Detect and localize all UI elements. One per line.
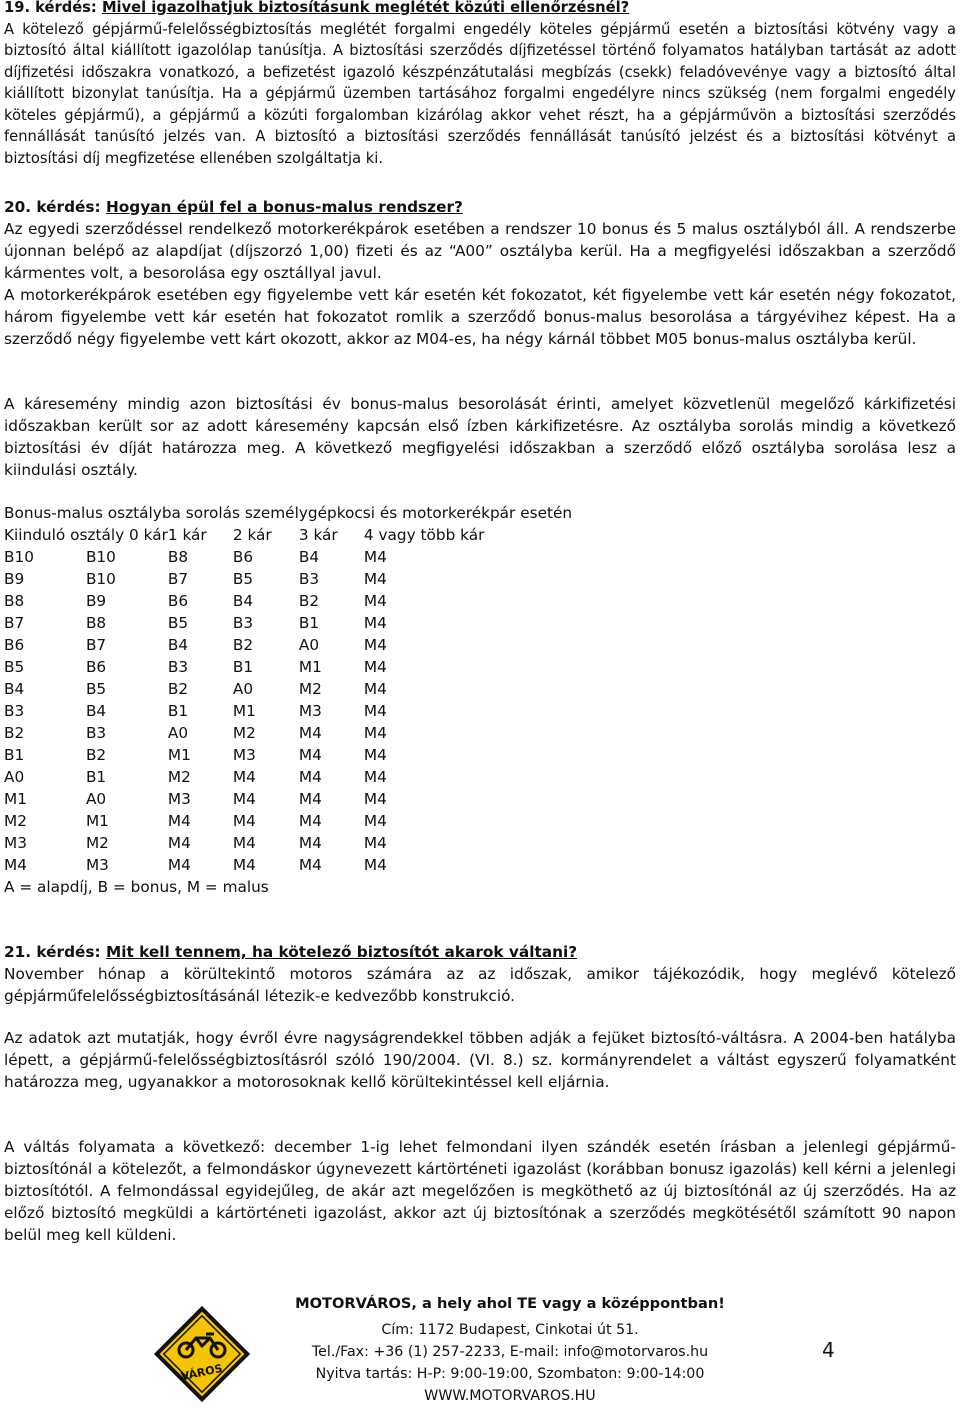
table-legend: A = alapdíj, B = bonus, M = malus — [4, 878, 269, 896]
question-21-heading — [4, 943, 577, 961]
table-cell: M4 — [232, 856, 256, 874]
table-cell: A0 — [232, 680, 254, 698]
table-cell: B7 — [85, 636, 107, 654]
table-cell: M4 — [363, 570, 387, 588]
table-cell: M4 — [4, 856, 27, 874]
table-cell: B2 — [85, 746, 107, 764]
table-cell: M4 — [363, 548, 387, 566]
table-row — [4, 678, 484, 700]
footer-website-link[interactable]: WWW.MOTORVAROS.HU — [424, 1388, 596, 1404]
question-21-title: Mit kell tennem, ha kötelező biztosítót akarok váltani? — [105, 943, 578, 961]
table-cell: B8 — [167, 548, 189, 566]
table-cell: M3 — [85, 856, 109, 874]
table-cell: B6 — [232, 548, 254, 566]
table-cell: M4 — [232, 768, 256, 786]
table-cell: M4 — [363, 790, 387, 808]
table-cell: B4 — [298, 548, 320, 566]
table-cell: B3 — [232, 614, 254, 632]
table-cell: B2 — [4, 724, 25, 742]
question-20-title: Hogyan épül fel a bonus-malus rendszer? — [105, 198, 463, 216]
table-cell: M4 — [363, 812, 387, 830]
table-header-cell — [4, 524, 168, 546]
table-row — [4, 568, 484, 590]
table-cell: B8 — [85, 614, 107, 632]
table-row — [4, 744, 484, 766]
table-cell: B7 — [4, 614, 25, 632]
table-cell: M4 — [298, 856, 322, 874]
table-cell: B4 — [4, 680, 25, 698]
table-cell: B3 — [85, 724, 107, 742]
table-cell: B2 — [298, 592, 320, 610]
table-header-cell: 4 vagy több kár — [363, 526, 485, 544]
table-cell: M4 — [363, 856, 387, 874]
table-header-cell: 3 kár — [298, 526, 338, 544]
table-cell: B2 — [232, 636, 254, 654]
table-row — [4, 656, 484, 678]
table-cell: B6 — [4, 636, 25, 654]
table-cell: M4 — [363, 636, 387, 654]
table-cell: M3 — [167, 790, 191, 808]
table-cell: B3 — [4, 702, 25, 720]
table-row — [4, 612, 484, 634]
table-header-cell: 2 kár — [232, 526, 272, 544]
question-19-answer: A kötelező gépjármű-felelősségbiztosítás meglétét forgalmi engedély köteles gépjármű esetén a biztosítási kötvény vagy a biztosító által kiállított igazolólap tanúsítja. A biztosítási szerződés díjfizetéssel történő folyamatos hatályban tartását az adott díjfizetési időszakra vonatkozó, a befizetést igazoló készpénzátutalási megbízás (csekk) feladóvevénye vagy a biztosító által kiállított bizonylat tanúsítja. Ha a gépjármű üzemben tartásához forgalmi engedélyre nincs szükség (nem forgalmi engedély köteles gépjármű), a gépjármű a közúti forgalomban kizárólag akkor vehet részt, ha a gépjárművön a biztosítási szerződés fennállását tanúsító jelzés van. A biztosító a biztosítási szerződés fennállását tanúsító jelzést és a biztosítási kötvényt a biztosítási díj megfizetése ellenében szolgáltatja ki. — [4, 20, 956, 167]
table-row — [4, 854, 484, 876]
table-cell: B9 — [4, 570, 25, 588]
table-cell: M2 — [167, 768, 191, 786]
table-cell: B1 — [167, 702, 189, 720]
table-cell: B5 — [232, 570, 254, 588]
logo-text: VÁROS — [179, 1361, 224, 1384]
table-cell: M4 — [363, 680, 387, 698]
table-row — [4, 810, 484, 832]
table-row — [4, 832, 484, 854]
question-20-paragraph-3: A káresemény mindig azon biztosítási év bonus-malus besorolását érinti, amelyet közvetlenül megelőző kárkifizetési időszakban került sor az adott káresemény kapcsán első ízben kárkifizetésre. Az osztályba sorolás mindig a következő biztosítási év díját határozza meg. A következő megfigyelési időszakban a szerződő előző osztályba sorolása lesz a kiindulási osztály. — [4, 395, 956, 479]
table-cell: M4 — [363, 614, 387, 632]
question-19-heading — [4, 0, 629, 16]
footer-slogan: MOTORVÁROS, a hely ahol TE vagy a középpontban! — [295, 1295, 725, 1312]
table-cell: M1 — [4, 790, 27, 808]
table-cell: M2 — [85, 834, 109, 852]
table-cell: M1 — [167, 746, 191, 764]
table-cell: B6 — [85, 658, 107, 676]
footer-opening-hours: Nyitva tartás: H-P: 9:00-19:00, Szombaton: 9:00-14:00 — [315, 1366, 705, 1382]
bonus-malus-table — [4, 524, 484, 898]
table-cell: M4 — [298, 746, 322, 764]
table-cell: A0 — [298, 636, 320, 654]
question-19 — [4, 0, 956, 169]
table-cell: B1 — [85, 768, 107, 786]
table-cell: M4 — [167, 834, 191, 852]
table-caption: Bonus-malus osztályba sorolás személygépkocsi és motorkerékpár esetén — [4, 504, 573, 522]
table-cell: M4 — [232, 812, 256, 830]
table-row — [4, 700, 484, 722]
table-cell: B3 — [298, 570, 320, 588]
table-row — [4, 546, 484, 568]
table-header-zero-claims: 0 kár — [129, 526, 168, 544]
question-20-paragraph-2: A motorkerékpárok esetében egy figyelembe vett kár esetén két fokozatot, két figyelembe vett kár esetén négy fokozatot, három figyelembe vett kár esetén hat fokozatot romlik a szerződő bonus-malus besorolása a tárgyévihez képest. Ha a szerződő négy figyelembe vett kárt okozott, akkor az M04-es, ha négy kárnál többet M05 bonus-malus osztályba kerül. — [4, 286, 956, 348]
table-cell: M4 — [363, 724, 387, 742]
table-cell: B5 — [4, 658, 25, 676]
table-header-cell: 1 kár — [167, 526, 207, 544]
table-cell: M4 — [298, 724, 322, 742]
table-cell: B10 — [85, 570, 116, 588]
table-header-row — [4, 524, 484, 546]
table-cell: B5 — [85, 680, 107, 698]
table-row — [4, 590, 484, 612]
table-cell: M1 — [85, 812, 109, 830]
question-21-number: 21. kérdés: — [4, 943, 101, 961]
table-cell: B8 — [4, 592, 25, 610]
table-cell: B1 — [298, 614, 320, 632]
motorvaros-logo — [148, 1300, 256, 1408]
table-cell: M4 — [363, 702, 387, 720]
table-cell: M2 — [4, 812, 27, 830]
table-cell: M4 — [167, 812, 191, 830]
question-19-title: Mivel igazolhatjuk biztosításunk meglétét közúti ellenőrzésnél? — [101, 0, 630, 16]
table-cell: B3 — [167, 658, 189, 676]
table-cell: M4 — [363, 834, 387, 852]
table-cell: B10 — [4, 548, 34, 566]
table-cell: B1 — [4, 746, 25, 764]
table-cell: M1 — [232, 702, 256, 720]
question-21-paragraph-3: A váltás folyamata a következő: december 1-ig lehet felmondani ilyen szándék esetén írásban a jelenlegi gépjármű-biztosítónál a kötelezőt, a felmondáskor úgynevezett kártörténeti igazolást (korábban bonusz igazolás) kell kérni a jelenlegi biztosítótól. A felmondással egyidejűleg, de akár azt megelőzően is megköthető az új biztosítónál az új szerződés. Ha az előző biztosító megküldi a kártörténeti igazolást, akkor azt új biztosítónak a szerződés megkötésétől számított 90 napon belül meg kell küldeni. — [4, 1138, 956, 1244]
table-cell: B2 — [167, 680, 189, 698]
table-cell: M2 — [232, 724, 256, 742]
table-cell: M2 — [298, 680, 322, 698]
table-body — [4, 546, 484, 876]
question-21 — [4, 941, 956, 1007]
question-19-number: 19. kérdés: — [4, 0, 97, 16]
table-cell: B10 — [85, 548, 116, 566]
table-cell: M1 — [298, 658, 322, 676]
table-cell: A0 — [85, 790, 107, 808]
table-cell: M4 — [167, 856, 191, 874]
table-cell: M4 — [298, 768, 322, 786]
table-cell: B4 — [167, 636, 189, 654]
table-cell: M4 — [363, 658, 387, 676]
table-cell: M4 — [298, 790, 322, 808]
table-row — [4, 766, 484, 788]
table-cell: B6 — [167, 592, 189, 610]
question-20 — [4, 196, 956, 350]
footer-contact[interactable]: Tel./Fax: +36 (1) 257-2233, E-mail: info@motorvaros.hu — [311, 1344, 709, 1360]
table-cell: B5 — [167, 614, 189, 632]
table-row — [4, 634, 484, 656]
table-cell: M4 — [363, 746, 387, 764]
question-20-heading — [4, 198, 463, 216]
table-cell: M4 — [232, 790, 256, 808]
table-cell: M3 — [4, 834, 27, 852]
table-cell: A0 — [167, 724, 189, 742]
table-cell: M3 — [298, 702, 322, 720]
table-cell: B9 — [85, 592, 107, 610]
table-cell: B7 — [167, 570, 189, 588]
table-cell: M4 — [298, 812, 322, 830]
footer-address: Cím: 1172 Budapest, Cinkotai út 51. — [381, 1322, 639, 1338]
table-cell: M4 — [298, 834, 322, 852]
table-cell: B4 — [85, 702, 107, 720]
question-21-paragraph-2: Az adatok azt mutatják, hogy évről évre nagyságrendekkel többen adják a fejüket biztosító-váltásra. A 2004-ben hatályba lépett, a gépjármű-felelősségbiztosításról szóló 190/2004. (VI. 8.) sz. kormányrendelet a váltást egyszerű folyamatként határozza meg, ugyanakkor a motorosoknak kellő körültekintéssel kell eljárnia. — [4, 1029, 956, 1091]
table-header-start-class: Kiinduló osztály — [4, 526, 125, 544]
table-cell: M4 — [232, 834, 256, 852]
table-cell: A0 — [4, 768, 25, 786]
table-cell: B4 — [232, 592, 254, 610]
page-number: 4 — [822, 1338, 835, 1362]
table-row — [4, 722, 484, 744]
table-cell: B1 — [232, 658, 254, 676]
question-21-paragraph-1: November hónap a körültekintő motoros számára az az időszak, amikor tájékozódik, hogy meglévő kötelező gépjárműfelelősségbiztosításánál létezik-e kedvezőbb konstrukció. — [4, 965, 956, 1005]
table-cell: M3 — [232, 746, 256, 764]
question-20-paragraph-1: Az egyedi szerződéssel rendelkező motorkerékpárok esetében a rendszer 10 bonus és 5 malus osztályból áll. A rendszerbe újonnan belépő az alapdíjat (díjszorzó 1,00) fizeti és az “A00” osztályba kerül. Ha a megfigyelési időszakban a szerződő kármentes volt, a besorolása egy osztállyal javul. — [4, 220, 956, 282]
table-row — [4, 788, 484, 810]
table-cell: M4 — [363, 592, 387, 610]
question-20-number: 20. kérdés: — [4, 198, 101, 216]
table-cell: M4 — [363, 768, 387, 786]
